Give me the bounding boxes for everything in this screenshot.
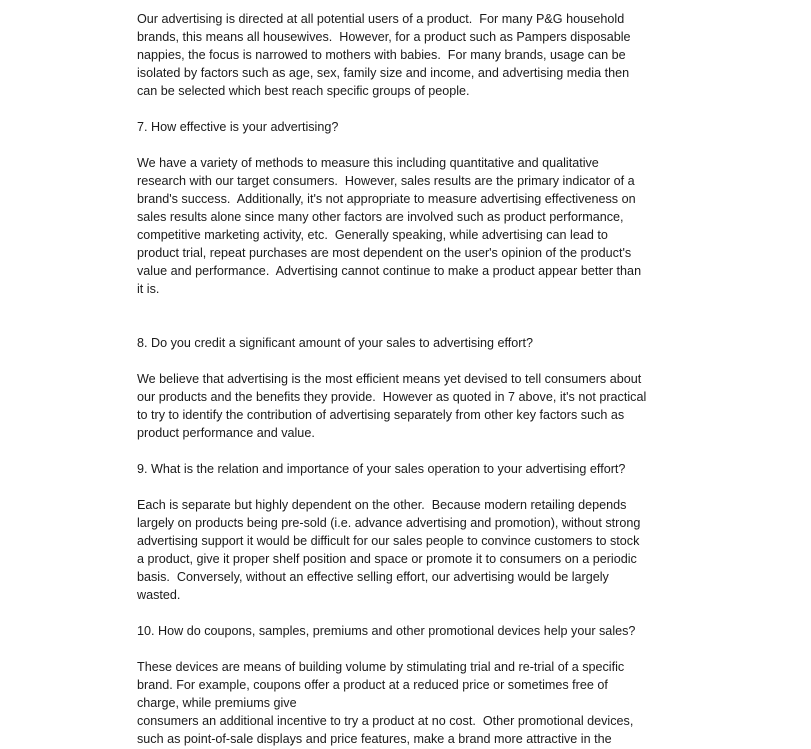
text-line: competitive marketing activity, etc. Generally speaking, while advertising can lead to xyxy=(137,228,608,242)
text-line: Each is separate but highly dependent on the other. Because modern retailing depends xyxy=(137,498,627,512)
text-line: value and performance. Advertising cannot continue to make a product appear better than xyxy=(137,264,642,278)
question-heading: 8. Do you credit a significant amount of your sales to advertising effort? xyxy=(137,336,533,350)
text-line: product trial, repeat purchases are most dependent on the user's opinion of the product's xyxy=(137,246,632,260)
text-line: We believe that advertising is the most efficient means yet devised to tell consumers about xyxy=(137,372,642,386)
text-line: largely on products being pre-sold (i.e. advance advertising and promotion), without strong xyxy=(137,516,641,530)
text-line: can be selected which best reach specific groups of people. xyxy=(137,84,470,98)
text-line: isolated by factors such as age, sex, family size and income, and advertising media then xyxy=(137,66,630,80)
text-line: nappies, the focus is narrowed to mothers with babies. For many brands, usage can be xyxy=(137,48,626,62)
text-line: We have a variety of methods to measure this including quantitative and qualitative xyxy=(137,156,599,170)
question-heading: 9. What is the relation and importance of your sales operation to your advertising effort? xyxy=(137,462,626,476)
text-line: Our advertising is directed at all potential users of a product. For many P&G household xyxy=(137,12,625,26)
text-line: our products and the benefits they provide. However as quoted in 7 above, it's not practical xyxy=(137,390,647,404)
text-line: wasted. xyxy=(137,588,181,602)
text-line: to try to identify the contribution of advertising separately from other key factors such as xyxy=(137,408,625,422)
text-line: sales results alone since many other factors are involved such as product performance, xyxy=(137,210,624,224)
text-line: product performance and value. xyxy=(137,426,315,440)
question-heading: 7. How effective is your advertising? xyxy=(137,120,339,134)
question-heading: 10. How do coupons, samples, premiums and other promotional devices help your sales? xyxy=(137,624,636,638)
text-line: it is. xyxy=(137,282,160,296)
text-line: consumers an additional incentive to try a product at no cost. Other promotional devices, xyxy=(137,714,634,728)
text-line: brand. For example, coupons offer a product at a reduced price or sometimes free of xyxy=(137,678,608,692)
text-line: brand's success. Additionally, it's not appropriate to measure advertising effectiveness on xyxy=(137,192,636,206)
text-line: research with our target consumers. However, sales results are the primary indicator of a xyxy=(137,174,635,188)
text-line: a product, give it proper shelf position and space or promote it to consumers on a periodic xyxy=(137,552,637,566)
text-line: basis. Conversely, without an effective selling effort, our advertising would be largely xyxy=(137,570,609,584)
text-line: advertising support it would be difficult for our sales people to convince customers to stock xyxy=(137,534,640,548)
text-line: brands, this means all housewives. However, for a product such as Pampers disposable xyxy=(137,30,631,44)
text-line: charge, while premiums give xyxy=(137,696,297,710)
text-line: These devices are means of building volume by stimulating trial and re-trial of a specific xyxy=(137,660,625,674)
text-line: such as point-of-sale displays and price features, make a brand more attractive in the xyxy=(137,732,612,746)
